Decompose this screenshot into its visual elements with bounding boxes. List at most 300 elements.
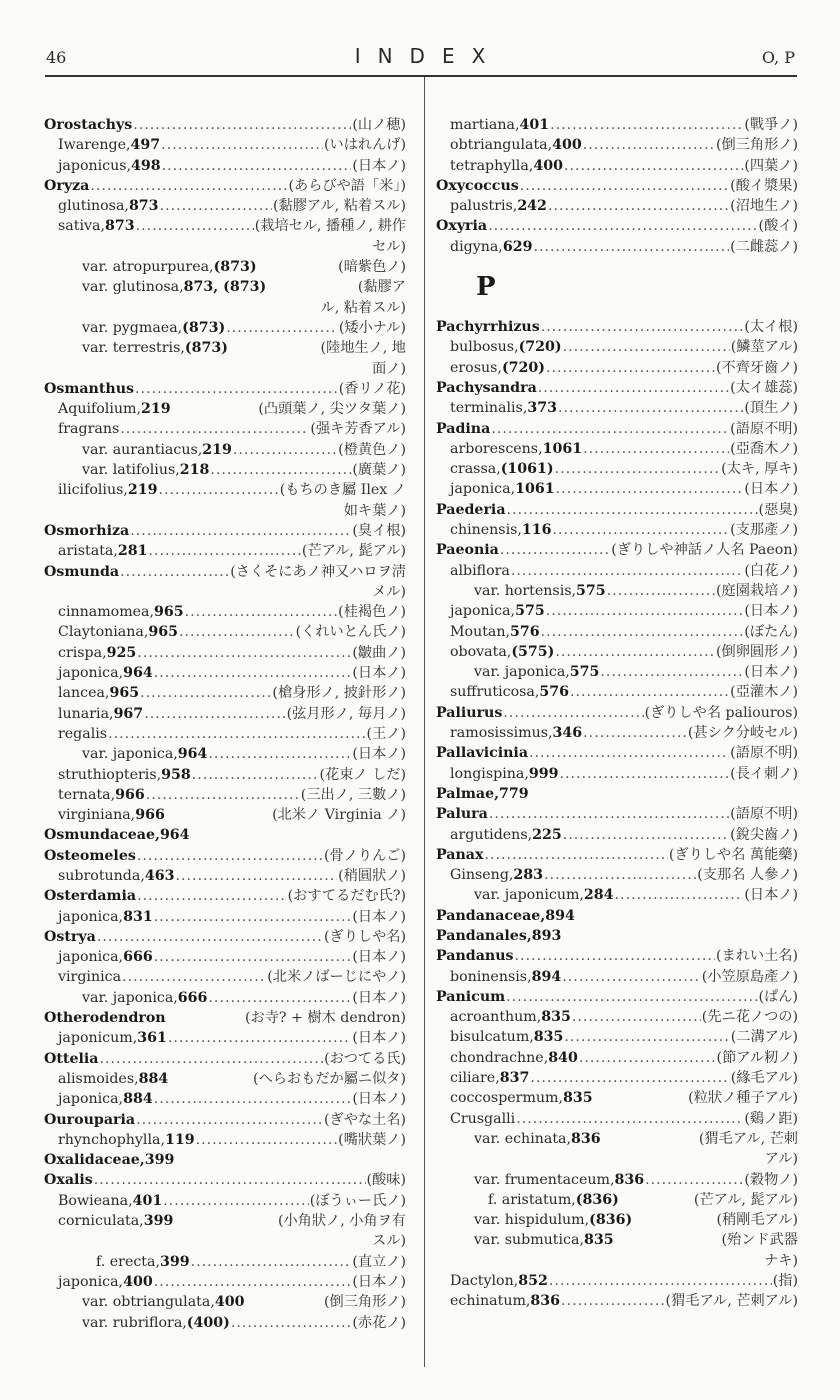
page-header (0, 44, 840, 74)
leader-dots (583, 723, 687, 743)
entry-name: glutinosa, (58, 198, 129, 215)
entry-name: Osmunda (44, 563, 120, 580)
japanese-gloss: (酸イ漿果) (730, 177, 798, 194)
page-reference: 1061 (515, 481, 555, 498)
species-entry (436, 479, 798, 499)
species-entry (44, 1130, 406, 1150)
japanese-gloss: (長イ刺ノ) (730, 765, 798, 782)
leader-dots (120, 419, 309, 439)
entry-name: acroanthum, (450, 1009, 542, 1026)
leader-dots (541, 622, 744, 642)
species-entry (44, 135, 406, 155)
japanese-gloss: (いはれんげ) (323, 137, 406, 154)
entry-name: var. echinata, (474, 1130, 571, 1147)
gloss-continuation: ナキ) (764, 1252, 798, 1269)
leader-dots (541, 317, 744, 337)
genus-entry (44, 1110, 406, 1130)
genus-entry (436, 784, 798, 804)
species-entry (436, 1210, 798, 1230)
leader-dots (615, 885, 744, 905)
leader-dots (154, 907, 352, 927)
leader-dots (133, 115, 351, 135)
leader-dots (90, 176, 287, 196)
japanese-gloss: (鱗莖アル) (730, 339, 798, 356)
genus-entry (436, 926, 798, 946)
entry-name: Dactylon, (450, 1273, 519, 1290)
genus-entry (44, 1170, 406, 1190)
species-entry (436, 1230, 798, 1250)
entry-name: Pachyrrhizus (436, 319, 540, 336)
entry-name: Iwarenge, (58, 137, 131, 154)
leader-dots (583, 135, 715, 155)
leader-dots (579, 1048, 716, 1068)
page-title: INDEX (354, 44, 503, 68)
entry-name: Osterdamia (44, 888, 137, 905)
page-reference: 219 (140, 401, 171, 418)
leader-dots (503, 703, 643, 723)
entry-name: Pandanales, (436, 927, 532, 944)
genus-entry (436, 378, 798, 398)
page-reference: (873) (213, 259, 257, 276)
japanese-gloss: (ぎりしや神話ノ人名 Paeon) (611, 542, 798, 559)
page-reference: 463 (144, 867, 175, 884)
japanese-gloss: (ぎりしや名 paliouros) (644, 704, 798, 721)
page-reference: 575 (515, 603, 545, 620)
species-entry (436, 1271, 798, 1291)
species-entry (44, 419, 406, 439)
leader-dots (99, 1049, 323, 1069)
japanese-gloss: (小角狀ノ, 小角ヲ有 (277, 1213, 406, 1230)
species-entry (44, 805, 406, 825)
japanese-gloss: (日本ノ) (744, 664, 798, 681)
japanese-gloss: (くれいとん氏ノ) (295, 624, 406, 641)
entry-name: chondrachne, (450, 1049, 549, 1066)
species-entry (436, 601, 798, 621)
entry-name: echinatum, (450, 1293, 531, 1310)
entry-name: aristata, (58, 543, 118, 560)
leader-dots (555, 459, 721, 479)
entry-name: alismoides, (58, 1070, 139, 1087)
species-entry (436, 581, 798, 601)
species-entry (436, 398, 798, 418)
entry-name: var. glutinosa, (82, 279, 184, 296)
page-reference: 225 (532, 826, 562, 843)
japanese-gloss: (銳尖齒ノ) (730, 826, 798, 843)
leader-dots (516, 1109, 743, 1129)
species-entry (44, 318, 406, 338)
japanese-gloss: (粒狀ノ種子アル) (688, 1090, 798, 1107)
leader-dots (154, 947, 352, 967)
entry-name: var. aurantiacus, (82, 441, 203, 458)
leader-dots (154, 663, 352, 683)
genus-entry (436, 743, 798, 763)
entry-name: Ottelia (44, 1050, 99, 1067)
gloss-continuation: スル) (372, 1233, 406, 1250)
leader-dots (154, 1272, 352, 1292)
leader-dots (558, 398, 743, 418)
index-column-left (44, 115, 406, 1333)
leader-dots (549, 1271, 772, 1291)
entry-name: Ourouparia (44, 1111, 136, 1128)
page-reference: 399 (159, 1253, 190, 1270)
entry-name: martiana, (450, 117, 520, 133)
entry-name: Ostrya (44, 928, 96, 945)
japanese-gloss: (戰爭ノ) (744, 117, 798, 133)
japanese-gloss: (支那名 人參ノ) (697, 867, 798, 884)
genus-entry (436, 317, 798, 337)
japanese-gloss: (日本ノ) (744, 603, 798, 620)
japanese-gloss: (芒アル, 髭アル) (301, 543, 406, 560)
japanese-gloss: (先ニ花ノつの) (701, 1009, 798, 1026)
page-reference: 219 (202, 441, 232, 458)
entry-name: Palmae, (436, 785, 500, 802)
page-reference: 965 (148, 624, 178, 641)
page-reference: 1061 (542, 440, 583, 457)
leader-dots (550, 115, 743, 135)
leader-dots (137, 886, 286, 906)
species-entry (44, 257, 406, 277)
leader-dots (484, 845, 667, 865)
genus-entry (436, 216, 798, 236)
page-reference: 894 (545, 907, 575, 924)
japanese-gloss: (强キ芳香アル) (310, 421, 406, 438)
entry-name: japonica, (58, 665, 124, 682)
japanese-gloss: (四葉ノ) (744, 157, 798, 174)
japanese-gloss: (骨ノりんご) (323, 847, 406, 864)
entry-name: suffruticosa, (450, 684, 540, 701)
page-reference: 666 (177, 989, 208, 1006)
japanese-gloss: (まれい土名) (715, 948, 798, 965)
page-reference: 576 (510, 623, 540, 640)
japanese-gloss: (廣葉ノ) (352, 462, 406, 479)
page-reference: 400 (123, 1273, 153, 1290)
leader-dots (645, 1170, 743, 1190)
leader-dots (146, 785, 300, 805)
entry-name: Oxyria (436, 218, 488, 235)
species-entry (44, 1069, 406, 1089)
entry-name: bulbosus, (450, 339, 519, 356)
entry-name: ciliare, (450, 1070, 500, 1087)
page-reference: (575) (511, 643, 555, 660)
species-entry (44, 1028, 406, 1048)
section-range: O, P (761, 48, 795, 67)
leader-dots (130, 521, 351, 541)
japanese-gloss: (語原不明) (730, 745, 798, 762)
page-reference: 116 (521, 522, 552, 539)
species-entry (44, 277, 406, 297)
japanese-gloss: (酸イ) (758, 218, 798, 235)
entry-name: tetraphylla, (450, 157, 534, 174)
leader-dots (563, 337, 730, 357)
leader-dots (137, 643, 351, 663)
entry-name: var. terrestris, (82, 340, 185, 357)
entry-name: Orostachys (44, 117, 133, 133)
page-reference: 966 (135, 807, 165, 824)
species-entry (44, 683, 406, 703)
entry-name: erosus, (450, 359, 502, 376)
japanese-gloss: (小笠原島產ノ) (701, 968, 798, 985)
leader-dots (511, 561, 743, 581)
leader-dots (135, 379, 338, 399)
species-entry (44, 643, 406, 663)
genus-entry (44, 846, 406, 866)
page-reference: 958 (161, 766, 191, 783)
page-reference: (1061) (500, 461, 554, 478)
species-entry (436, 1048, 798, 1068)
species-entry (44, 1211, 406, 1231)
species-entry (44, 1252, 406, 1272)
page-reference: 629 (502, 238, 533, 255)
page-reference: 873, (873) (183, 279, 267, 296)
entry-name: chinensis, (450, 522, 522, 539)
leader-dots (192, 765, 319, 785)
leader-dots (231, 1313, 352, 1333)
leader-dots (530, 1068, 729, 1088)
species-entry (44, 460, 406, 480)
entry-name: japonica, (58, 1273, 124, 1290)
japanese-gloss: (稍剛毛アル) (716, 1212, 798, 1229)
page-reference: 965 (109, 685, 140, 702)
species-entry (44, 1089, 406, 1109)
japanese-gloss: (橙黄色ノ) (338, 441, 406, 458)
gloss-continuation: メル) (372, 583, 406, 600)
species-entry (436, 1088, 798, 1108)
leader-dots (160, 196, 272, 216)
entry-name: Osmorhiza (44, 522, 130, 539)
japanese-gloss: (太イ雄蕊) (730, 379, 798, 396)
entry-name: cinnamomea, (58, 604, 155, 621)
leader-dots (515, 946, 715, 966)
entry-name: Ginseng, (450, 867, 514, 884)
japanese-gloss: (不齊牙齒ノ) (715, 359, 798, 376)
leader-dots (600, 662, 743, 682)
genus-entry (44, 927, 406, 947)
page-reference: 894 (531, 968, 562, 985)
japanese-gloss: (支那產ノ) (730, 522, 798, 539)
leader-dots (122, 967, 266, 987)
entry-name: Panicum (436, 988, 506, 1005)
section-letter-heading: P (476, 272, 496, 303)
entry-name: Aquifolium, (58, 401, 141, 418)
leader-dots (210, 460, 351, 480)
leader-dots (559, 764, 729, 784)
japanese-gloss: (日本ノ) (352, 989, 406, 1006)
leader-dots (163, 1191, 309, 1211)
japanese-gloss: (桂褐色ノ) (338, 604, 406, 621)
leader-dots (226, 318, 338, 338)
page-reference: 779 (499, 785, 529, 802)
species-entry (436, 196, 798, 216)
entry-name: rhynchophylla, (58, 1131, 165, 1148)
species-entry (44, 947, 406, 967)
entry-name: japonica, (58, 908, 124, 925)
page-reference: 884 (123, 1091, 153, 1108)
japanese-gloss: (緣毛アル) (730, 1070, 798, 1087)
page-reference: 831 (123, 908, 153, 925)
japanese-gloss: (おすてるだむ氏?) (287, 888, 406, 905)
japanese-gloss: (ぱん) (758, 988, 798, 1005)
japanese-gloss: (あらびや語「米」) (288, 177, 406, 194)
species-entry (44, 399, 406, 419)
entry-name: Osteomeles (44, 847, 136, 864)
genus-entry (436, 804, 798, 824)
genus-entry (436, 906, 798, 926)
page-reference: (873) (184, 340, 228, 357)
japanese-gloss: (黏膠アル, 粘着スル) (272, 198, 406, 215)
page-number: 46 (46, 48, 67, 67)
genus-entry (44, 521, 406, 541)
entry-name: japonica, (58, 1091, 124, 1108)
leader-dots (162, 156, 352, 176)
page-reference: 119 (164, 1131, 195, 1148)
species-entry (44, 988, 406, 1008)
genus-entry (44, 1049, 406, 1069)
japanese-gloss: (ぎりしや名 萬能藥) (668, 846, 798, 863)
leader-dots (506, 987, 757, 1007)
entry-name: var. submutica, (474, 1232, 584, 1249)
page-reference: 361 (137, 1030, 167, 1047)
species-entry (436, 662, 798, 682)
index-group-o (436, 115, 798, 257)
japanese-gloss: (弦月形ノ, 毎月ノ) (286, 705, 406, 722)
entry-name: Moutan, (450, 623, 511, 640)
entry-name: Padina (436, 420, 491, 437)
leader-dots (97, 927, 323, 947)
species-entry (436, 865, 798, 885)
japanese-gloss: (倒三角形ノ) (323, 1294, 406, 1311)
leader-dots (507, 500, 758, 520)
leader-dots (108, 724, 365, 744)
entry-name: ramosissimus, (450, 725, 553, 742)
entry-name: Oxycoccus (436, 177, 519, 194)
leader-dots (491, 419, 729, 439)
leader-dots (137, 846, 323, 866)
leader-dots (556, 479, 744, 499)
species-entry (436, 764, 798, 784)
column-divider (424, 77, 425, 1367)
leader-dots (159, 480, 279, 500)
leader-dots (563, 825, 729, 845)
japanese-gloss: (倒卵圓形ノ) (715, 643, 798, 660)
page-reference: 852 (518, 1273, 548, 1290)
entry-name: Bowieana, (58, 1192, 133, 1209)
entry-name: terminalis, (450, 400, 528, 417)
entry-name: f. aristatum, (488, 1191, 576, 1208)
species-entry (436, 1170, 798, 1190)
leader-dots (520, 176, 729, 196)
page-reference: (836) (589, 1212, 633, 1229)
leader-dots (94, 1170, 366, 1190)
entry-name: var. japonica, (82, 746, 178, 763)
page-reference: 400 (533, 157, 563, 174)
japanese-gloss: (甚シク分岐セル) (687, 725, 798, 742)
japanese-gloss: (香リノ花) (338, 380, 406, 397)
japanese-gloss: (王ノ) (366, 725, 406, 742)
leader-dots (607, 581, 715, 601)
entry-name: var. obtriangulata, (82, 1294, 215, 1311)
japanese-gloss: (沼地生ノ) (730, 198, 798, 215)
entry-name: boninensis, (450, 968, 532, 985)
page-reference: 835 (583, 1232, 614, 1249)
japanese-gloss: (殆ンド武器 (721, 1232, 798, 1249)
genus-entry (436, 703, 798, 723)
japanese-gloss: (皺曲ノ) (352, 644, 406, 661)
entry-name: digyna, (450, 238, 503, 255)
species-entry (436, 237, 798, 257)
species-entry (44, 704, 406, 724)
japanese-gloss: (猬毛アル, 芒刺 (698, 1130, 798, 1147)
genus-entry (44, 115, 406, 135)
species-entry (44, 907, 406, 927)
species-entry (44, 1292, 406, 1312)
page-reference: (720) (518, 339, 562, 356)
japanese-gloss: (庭園栽培ノ) (715, 582, 798, 599)
japanese-gloss: (指) (772, 1273, 798, 1290)
species-entry (436, 1291, 798, 1311)
entry-name: ternata, (58, 786, 116, 803)
entry-name: corniculata, (58, 1213, 144, 1230)
gloss-continuation: セル) (372, 238, 406, 255)
species-entry (44, 1272, 406, 1292)
japanese-gloss: (三出ノ, 三數ノ) (300, 786, 406, 803)
species-entry (436, 337, 798, 357)
species-entry (436, 1190, 798, 1210)
leader-dots (208, 744, 351, 764)
page-reference: 575 (576, 582, 606, 599)
entry-name: longispina, (450, 765, 529, 782)
leader-dots (149, 541, 301, 561)
genus-entry (44, 1150, 406, 1170)
entry-name: Oxalis (44, 1172, 93, 1189)
japanese-gloss: (白花ノ) (744, 562, 798, 579)
entry-name: var. japonica, (82, 989, 178, 1006)
leader-dots (562, 967, 701, 987)
species-entry (436, 135, 798, 155)
entry-name: struthiopteris, (58, 766, 162, 783)
entry-name: crispa, (58, 644, 107, 661)
species-entry (436, 156, 798, 176)
page-reference: (873) (182, 319, 226, 336)
entry-name: lancea, (58, 685, 110, 702)
japanese-gloss: (直立ノ) (352, 1253, 406, 1270)
species-entry (436, 885, 798, 905)
japanese-gloss: (日本ノ) (352, 1030, 406, 1047)
gloss-continuation: 如キ葉ノ) (343, 502, 406, 519)
species-entry (436, 642, 798, 662)
species-entry (436, 520, 798, 540)
species-entry (44, 866, 406, 886)
japanese-gloss: (臭イ根) (352, 522, 406, 539)
entry-name: Oxalidaceae, (44, 1152, 145, 1169)
japanese-gloss: (黏膠ア (357, 279, 406, 296)
entry-name: var. japonica, (474, 664, 570, 681)
entry-name: sativa, (58, 218, 105, 235)
japanese-gloss: (赤花ノ) (352, 1314, 406, 1331)
entry-name: f. erecta, (96, 1253, 160, 1270)
page-reference: 498 (131, 157, 161, 174)
japanese-gloss: (ぎやな土名) (323, 1111, 406, 1128)
japanese-gloss: (芒アル, 髭アル) (693, 1191, 798, 1208)
japanese-gloss: (ぼうぃー氏ノ) (309, 1192, 406, 1209)
species-entry (436, 115, 798, 135)
japanese-gloss: (日本ノ) (352, 157, 406, 174)
japanese-gloss: (節アル籾ノ) (716, 1049, 798, 1066)
japanese-gloss: (さくそにあノ神又ハロヲ淸 (230, 563, 406, 580)
entry-name: var. hortensis, (474, 582, 577, 599)
page-reference: 575 (569, 664, 600, 681)
entry-name: Pandanus (436, 948, 514, 965)
japanese-gloss: (お寺? + 樹木 dendron) (244, 1010, 406, 1027)
